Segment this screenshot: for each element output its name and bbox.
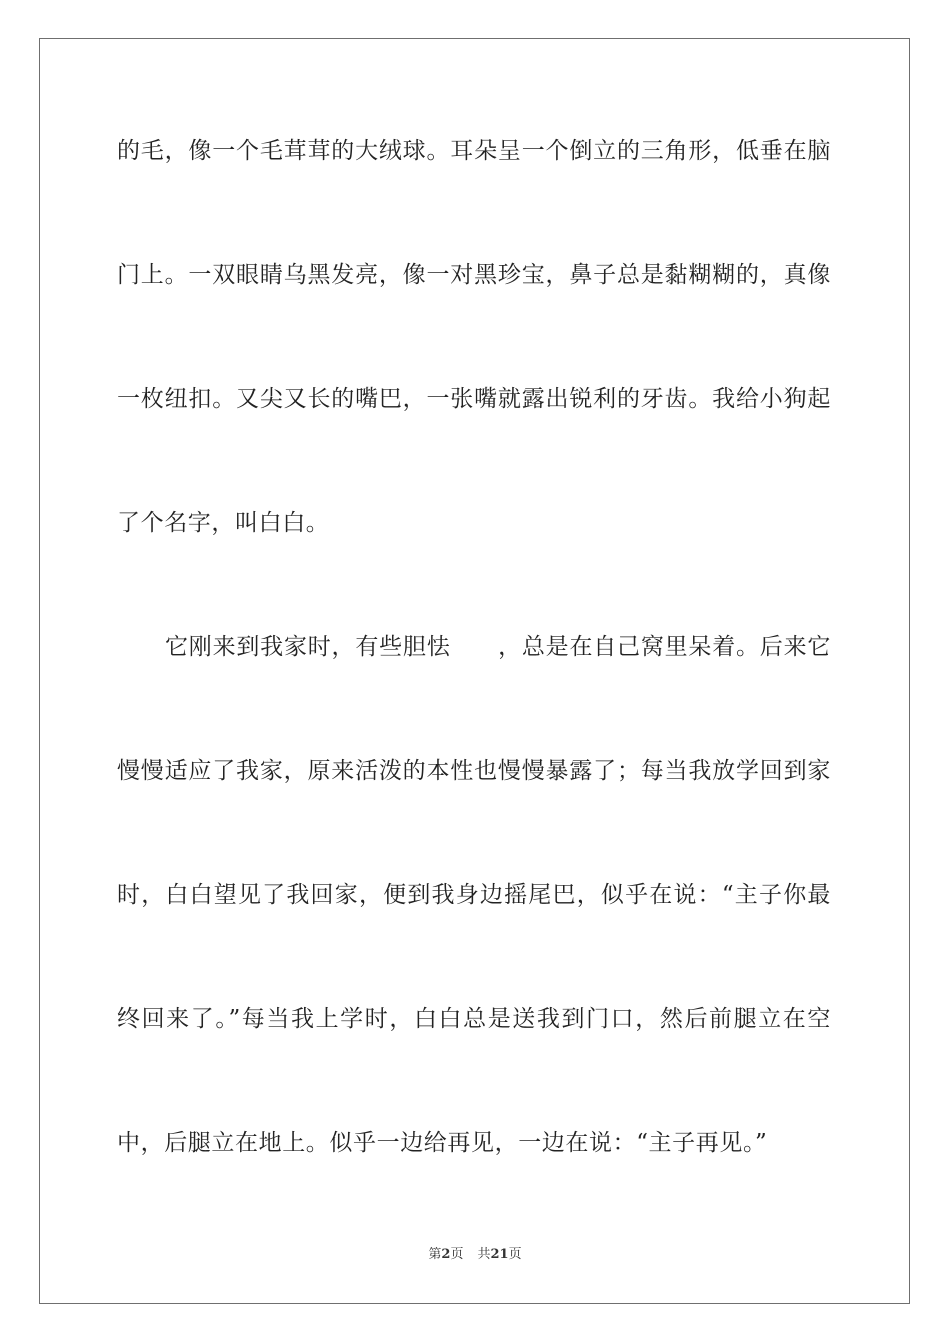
paragraph-line: 它刚来到我家时，有些胆怯 ，总是在自己窝里呆着。后来它 — [165, 634, 831, 660]
page-footer — [0, 1246, 950, 1264]
paragraph-line: 的毛，像一个毛茸茸的大绒球。耳朵呈一个倒立的三角形，低垂在脑 — [117, 138, 831, 164]
paragraph-line: 中，后腿立在地上。似乎一边给再见，一边在说：“主子再见。” — [117, 1130, 768, 1156]
paragraph-line: 时，白白望见了我回家，便到我身边摇尾巴，似乎在说：“主子你最 — [117, 882, 831, 908]
page-number-label: 第2页 — [428, 1247, 464, 1262]
page-border — [39, 38, 910, 1304]
paragraph-line: 了个名字，叫白白。 — [117, 510, 330, 536]
paragraph-line: 慢慢适应了我家，原来活泼的本性也慢慢暴露了；每当我放学回到家 — [117, 758, 831, 784]
total-pages-label: 共21页 — [477, 1247, 522, 1262]
paragraph-line: 门上。一双眼睛乌黑发亮，像一对黑珍宝，鼻子总是黏糊糊的，真像 — [117, 262, 831, 288]
paragraph-line: 终回来了。”每当我上学时，白白总是送我到门口，然后前腿立在空 — [117, 1006, 831, 1032]
paragraph-line: 一枚纽扣。又尖又长的嘴巴，一张嘴就露出锐利的牙齿。我给小狗起 — [117, 386, 831, 412]
